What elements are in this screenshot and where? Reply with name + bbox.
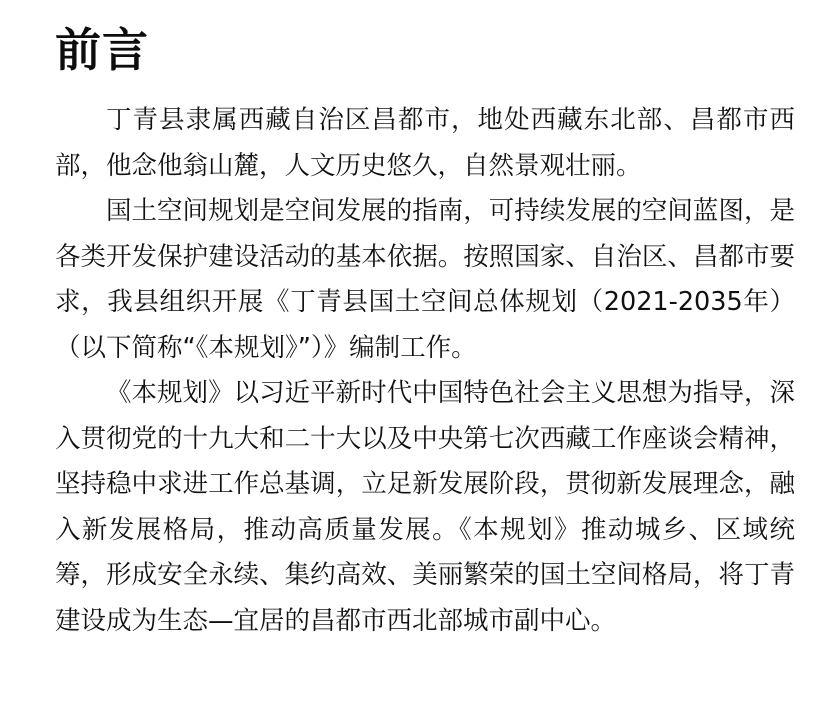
preface-body	[55, 98, 795, 644]
paragraph-planning-guidance: 《本规划》以习近平新时代中国特色社会主义思想为指导，深入贯彻党的十九大和二十大以及中央第七次西藏工作座谈会精神，坚持稳中求进工作总基调，立足新发展阶段，贯彻新发展理念，融入新发展格局，推动高质量发展。《本规划》推动城乡、区域统筹，形成安全永续、集约高效、美丽繁荣的国土空间格局，将丁青建设成为生态—宜居的昌都市西北部城市副中心。	[55, 378, 795, 636]
paragraph-planning-purpose: 国土空间规划是空间发展的指南，可持续发展的空间蓝图，是各类开发保护建设活动的基本依据。按照国家、自治区、昌都市要求，我县组织开展《丁青县国土空间总体规划（2021-2035年）（以下简称“《本规划》”）》编制工作。	[55, 196, 795, 363]
page-title: 前言	[55, 23, 149, 77]
paragraph-intro: 丁青县隶属西藏自治区昌都市，地处西藏东北部、昌都市西部，他念他翁山麓，人文历史悠久，自然景观壮丽。	[55, 105, 795, 181]
